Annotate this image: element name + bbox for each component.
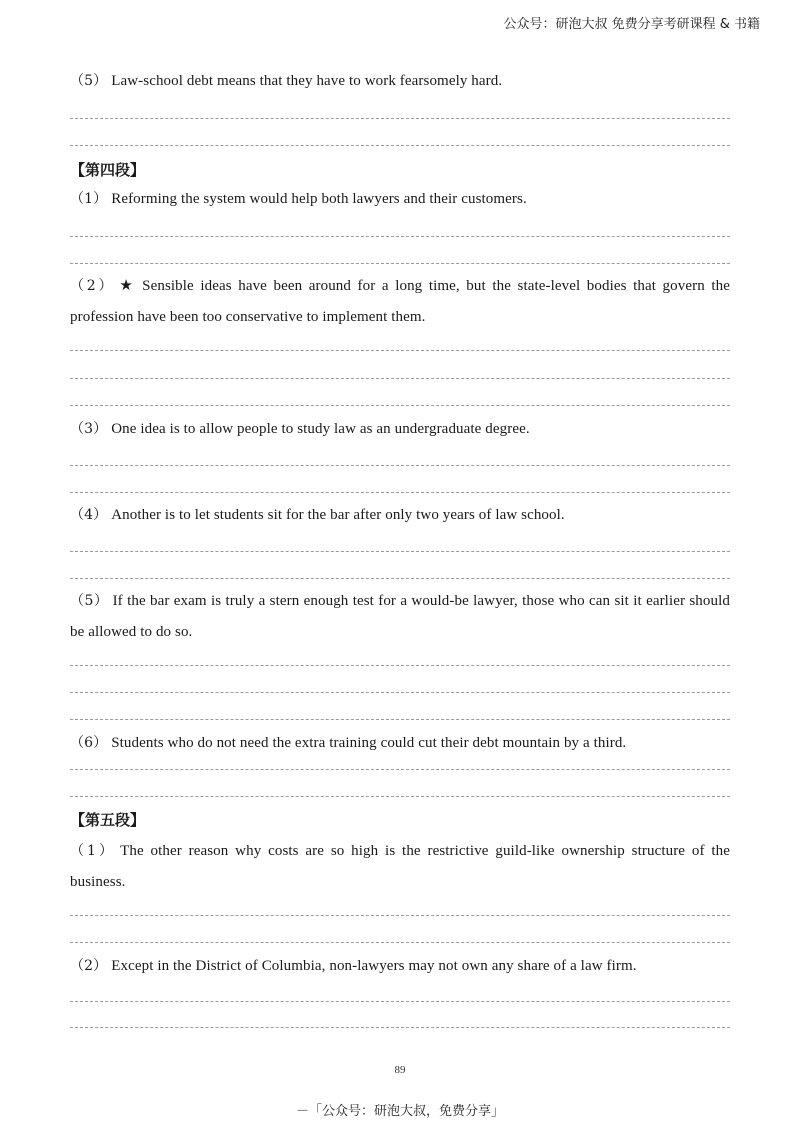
sentence-number: （6） bbox=[70, 735, 108, 751]
answer-line bbox=[70, 492, 730, 493]
answer-line bbox=[70, 118, 730, 119]
sentence-p4-1 bbox=[70, 184, 730, 215]
sentence-p4-6 bbox=[70, 728, 730, 759]
answer-line bbox=[70, 665, 730, 666]
answer-line bbox=[70, 942, 730, 943]
sentence-number: （3） bbox=[70, 421, 108, 437]
sentence-text: Reforming the system would help both lawyers and their customers. bbox=[111, 191, 527, 207]
sentence-text: Except in the District of Columbia, non-lawyers may not own any share of a law firm. bbox=[111, 958, 637, 974]
star-icon: ★ bbox=[119, 278, 136, 294]
sentence-p5-1 bbox=[70, 836, 730, 898]
sentence-text: Students who do not need the extra training could cut their debt mountain by a third. bbox=[111, 735, 627, 751]
sentence-p4-4 bbox=[70, 500, 730, 531]
sentence-number: （1） bbox=[70, 191, 108, 207]
sentence-p3-5 bbox=[70, 66, 730, 97]
answer-line bbox=[70, 692, 730, 693]
answer-line bbox=[70, 378, 730, 379]
answer-line bbox=[70, 719, 730, 720]
sentence-text: Law-school debt means that they have to work fearsomely hard. bbox=[111, 73, 503, 89]
sentence-number: （5） bbox=[70, 593, 109, 609]
sentence-text: One idea is to allow people to study law as an undergraduate degree. bbox=[111, 421, 530, 437]
footer-watermark: －「公众号：研泡大叔，免费分享」 bbox=[295, 1104, 504, 1119]
answer-line bbox=[70, 405, 730, 406]
header-watermark: 公众号：研泡大叔 免费分享考研课程 & 书籍 bbox=[503, 17, 760, 32]
sentence-number: （5） bbox=[70, 73, 108, 89]
sentence-number: （1） bbox=[70, 843, 117, 859]
sentence-number: （2） bbox=[70, 958, 108, 974]
answer-line bbox=[70, 578, 730, 579]
sentence-text: Another is to let students sit for the bar after only two years of law school. bbox=[111, 507, 565, 523]
answer-line bbox=[70, 915, 730, 916]
section-heading-5: 【第五段】 bbox=[70, 811, 146, 829]
answer-line bbox=[70, 465, 730, 466]
page-number: 89 bbox=[394, 1064, 406, 1076]
sentence-p4-3 bbox=[70, 414, 730, 445]
answer-line bbox=[70, 796, 730, 797]
answer-line bbox=[70, 145, 730, 146]
sentence-text: Sensible ideas have been around for a long time, but the state-level bodies that govern the profession have been too conservative to implement them. bbox=[70, 278, 730, 325]
section-heading-4: 【第四段】 bbox=[70, 161, 146, 179]
sentence-number: （2） bbox=[70, 278, 116, 294]
sentence-p4-5 bbox=[70, 586, 730, 648]
answer-line bbox=[70, 769, 730, 770]
answer-line bbox=[70, 1001, 730, 1002]
answer-line bbox=[70, 350, 730, 351]
answer-line bbox=[70, 1027, 730, 1028]
sentence-text: The other reason why costs are so high is the restrictive guild-like ownership structure of the business. bbox=[70, 843, 730, 890]
sentence-text: If the bar exam is truly a stern enough test for a would-be lawyer, those who can sit it earlier should be allowed to do so. bbox=[70, 593, 730, 640]
answer-line bbox=[70, 263, 730, 264]
answer-line bbox=[70, 551, 730, 552]
sentence-p5-2 bbox=[70, 951, 730, 982]
sentence-p4-2 bbox=[70, 271, 730, 333]
sentence-number: （4） bbox=[70, 507, 108, 523]
answer-line bbox=[70, 236, 730, 237]
